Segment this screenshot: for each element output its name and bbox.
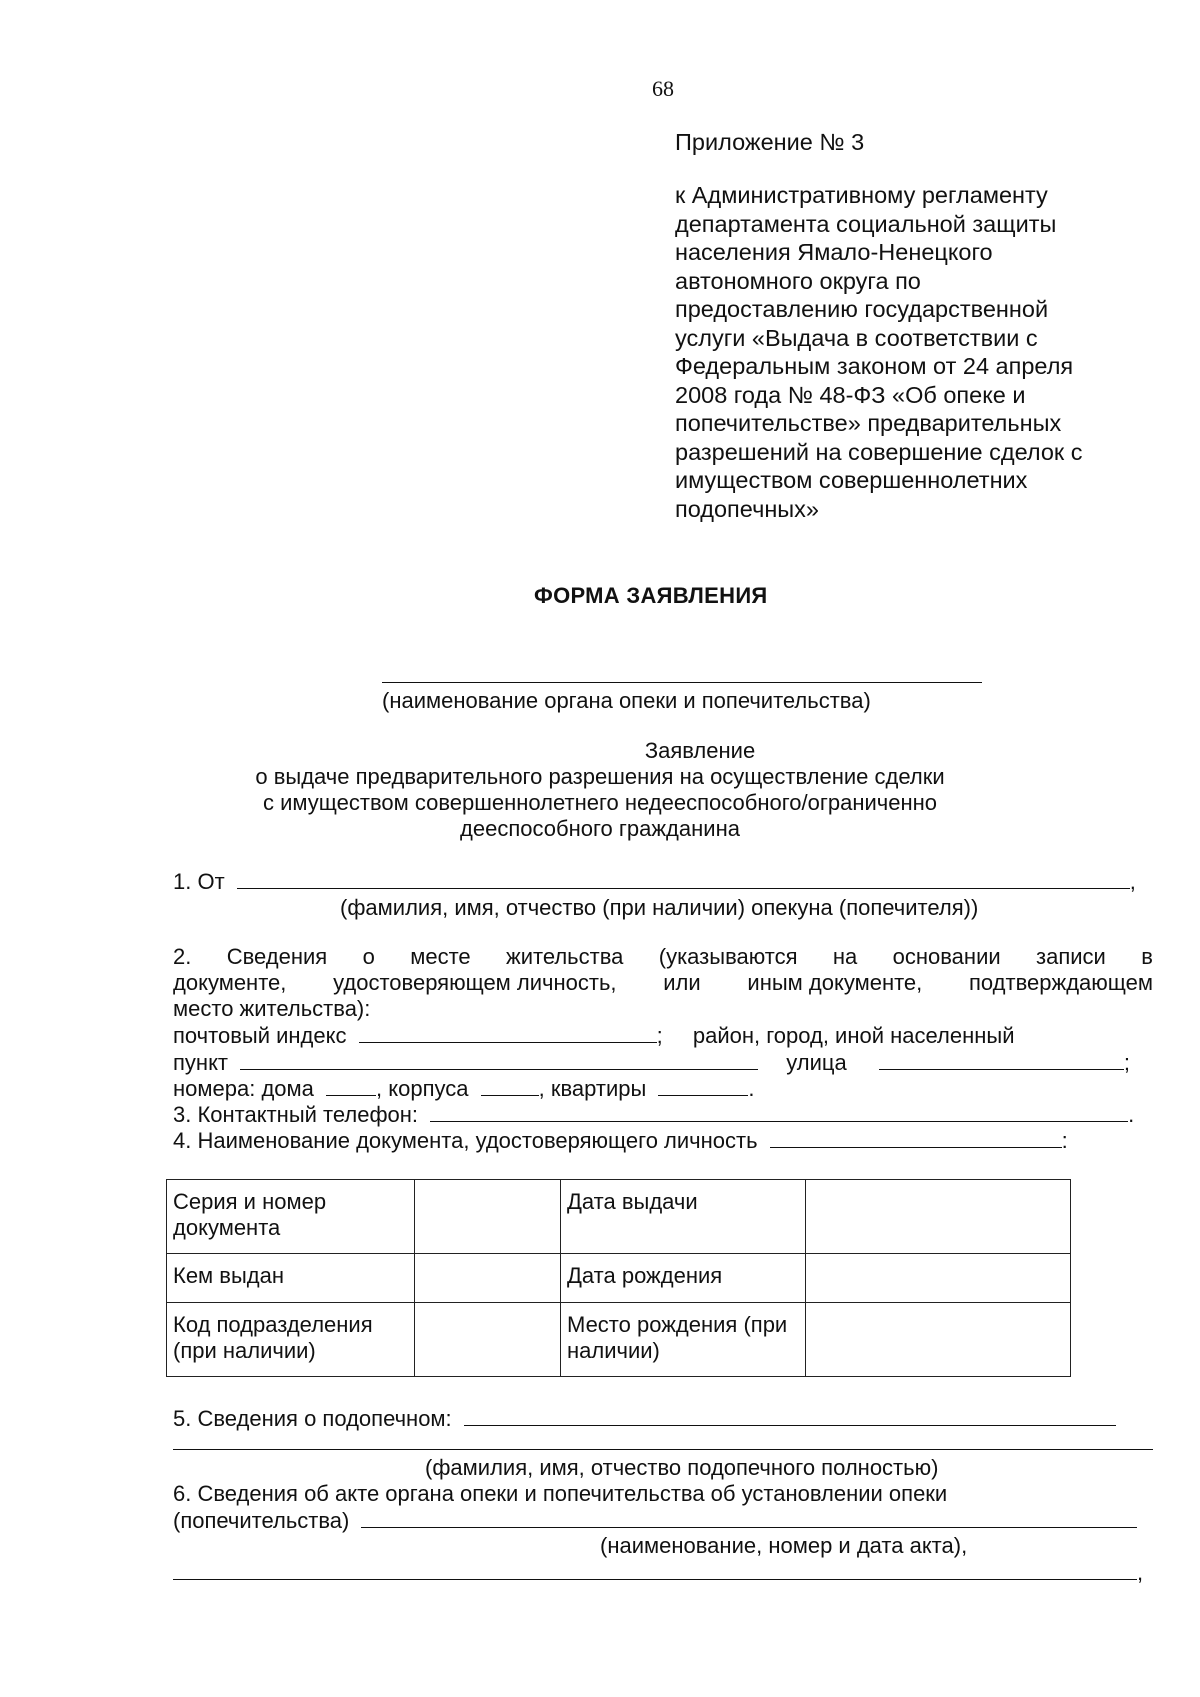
item2-word: подтверждающем bbox=[969, 970, 1153, 995]
appendix-line: к Административному регламенту bbox=[675, 182, 1048, 208]
item6-line2-label: (попечительства) bbox=[173, 1508, 350, 1533]
item1-caption: (фамилия, имя, отчество (при наличии) опекуна (попечителя)) bbox=[340, 895, 979, 920]
authority-name-field[interactable] bbox=[382, 682, 982, 683]
table-label-cell: Место рождения (при наличии) bbox=[561, 1303, 806, 1377]
item5-row bbox=[173, 1405, 1116, 1432]
locality-field[interactable] bbox=[240, 1049, 758, 1070]
birth-date-cell[interactable] bbox=[806, 1254, 1071, 1303]
division-code-cell[interactable] bbox=[415, 1303, 561, 1377]
appendix-line: 2008 года № 48-ФЗ «Об опеке и bbox=[675, 381, 1026, 408]
item6-row bbox=[173, 1507, 1137, 1534]
form-title: ФОРМА ЗАЯВЛЕНИЯ bbox=[534, 583, 768, 608]
item2-word: записи bbox=[1036, 944, 1106, 969]
item4-row bbox=[173, 1127, 1068, 1154]
appendix-text bbox=[675, 181, 1082, 523]
postal-label: почтовый индекс bbox=[173, 1023, 347, 1048]
act-info-field[interactable] bbox=[361, 1507, 1137, 1528]
statement-line: с имуществом совершеннолетнего недееспособного/ограниченно bbox=[263, 790, 937, 815]
table-row bbox=[167, 1180, 1071, 1254]
act-end: , bbox=[1137, 1560, 1144, 1585]
item1-row bbox=[173, 868, 1136, 895]
item2-word: основании bbox=[892, 944, 1001, 969]
ward-caption: (фамилия, имя, отчество подопечного полностью) bbox=[425, 1455, 939, 1480]
apartment-number-field[interactable] bbox=[658, 1075, 748, 1096]
act-caption: (наименование, номер и дата акта), bbox=[600, 1533, 968, 1558]
phone-end: . bbox=[1128, 1102, 1135, 1127]
ward-label: 5. Сведения о подопечном: bbox=[173, 1406, 452, 1431]
locality-row bbox=[173, 1049, 1130, 1076]
building-label: , корпуса bbox=[376, 1076, 469, 1101]
series-number-cell[interactable] bbox=[415, 1180, 561, 1254]
table-row bbox=[167, 1303, 1071, 1377]
item2-word: на bbox=[832, 944, 858, 969]
appendix-line: предоставлению государственной bbox=[675, 296, 1049, 322]
item1-label: 1. От bbox=[173, 869, 225, 894]
id-doc-end: : bbox=[1061, 1128, 1068, 1153]
postal-end: ; bbox=[656, 1023, 663, 1048]
item2-word: в bbox=[1141, 944, 1153, 969]
issue-date-cell[interactable] bbox=[806, 1180, 1071, 1254]
appendix-line: имуществом совершеннолетних bbox=[675, 467, 1028, 493]
appendix-line: услуги «Выдача в соответствии с bbox=[675, 324, 1038, 351]
phone-field[interactable] bbox=[430, 1101, 1128, 1122]
item2-word: удостоверяющем личность, bbox=[333, 970, 617, 995]
item6-line1: 6. Сведения об акте органа опеки и попечительства об установлении опеки bbox=[173, 1481, 948, 1506]
item3-row bbox=[173, 1101, 1134, 1128]
appendix-title: Приложение № 3 bbox=[675, 129, 865, 155]
appendix-line: населения Ямало-Ненецкого bbox=[675, 239, 993, 265]
statement-heading: Заявление bbox=[644, 738, 756, 763]
item1-end: , bbox=[1129, 869, 1136, 894]
phone-label: 3. Контактный телефон: bbox=[173, 1102, 419, 1127]
item2-line1 bbox=[173, 944, 1153, 970]
item2-word: о bbox=[362, 944, 375, 969]
issued-by-cell[interactable] bbox=[415, 1254, 561, 1303]
apartment-label: , квартиры bbox=[538, 1076, 647, 1101]
id-document-table bbox=[166, 1179, 1071, 1377]
item2-word: (указываются bbox=[658, 944, 798, 969]
item2-word: жительства bbox=[506, 944, 624, 969]
guardian-name-field[interactable] bbox=[237, 868, 1130, 889]
item2-word: месте bbox=[410, 944, 471, 969]
item2-word: или bbox=[663, 970, 701, 995]
postal-row bbox=[173, 1022, 1015, 1049]
house-number-field[interactable] bbox=[326, 1075, 376, 1096]
act-continuation-field[interactable] bbox=[173, 1559, 1137, 1580]
birth-place-cell[interactable] bbox=[806, 1303, 1071, 1377]
table-label-cell: Дата выдачи bbox=[561, 1180, 806, 1254]
id-doc-label: 4. Наименование документа, удостоверяющего личность bbox=[173, 1128, 758, 1153]
id-doc-name-field[interactable] bbox=[770, 1127, 1062, 1148]
street-end: ; bbox=[1123, 1050, 1130, 1075]
appendix-line: департамента социальной защиты bbox=[675, 210, 1057, 237]
statement-line: о выдаче предварительного разрешения на осуществление сделки bbox=[255, 764, 945, 789]
table-row bbox=[167, 1254, 1071, 1303]
ward-info-field[interactable] bbox=[464, 1405, 1116, 1426]
appendix-line: разрешений на совершение сделок с bbox=[675, 438, 1083, 465]
authority-caption: (наименование органа опеки и попечительства) bbox=[382, 688, 871, 713]
apartment-end: . bbox=[748, 1076, 755, 1101]
address-numbers-row bbox=[173, 1075, 755, 1102]
statement-line: дееспособного гражданина bbox=[460, 816, 740, 841]
item2-word: иным документе, bbox=[747, 970, 923, 995]
page-number: 68 bbox=[652, 76, 674, 101]
street-field[interactable] bbox=[879, 1049, 1124, 1070]
table-label-cell: Кем выдан bbox=[167, 1254, 415, 1303]
item2-line2 bbox=[173, 970, 1153, 996]
appendix-line: Федеральным законом от 24 апреля bbox=[675, 353, 1074, 379]
item2-line3: место жительства): bbox=[173, 996, 371, 1021]
act-continuation-row bbox=[173, 1559, 1143, 1586]
table-label-cell: Серия и номер документа bbox=[167, 1180, 415, 1254]
item2-word: документе, bbox=[173, 970, 287, 995]
punkt-label: пункт bbox=[173, 1050, 229, 1075]
building-number-field[interactable] bbox=[481, 1075, 539, 1096]
street-label: улица bbox=[786, 1050, 847, 1075]
appendix-line: попечительстве» предварительных bbox=[675, 410, 1062, 436]
house-label: номера: дома bbox=[173, 1076, 314, 1101]
district-text: район, город, иной населенный bbox=[692, 1023, 1015, 1048]
appendix-line: автономного округа по bbox=[675, 267, 921, 294]
appendix-line: подопечных» bbox=[675, 495, 820, 522]
table-label-cell: Код подразделения (при наличии) bbox=[167, 1303, 415, 1377]
table-label-cell: Дата рождения bbox=[561, 1254, 806, 1303]
item2-word: Сведения bbox=[226, 944, 328, 969]
postal-code-field[interactable] bbox=[359, 1022, 657, 1043]
item2-word: 2. bbox=[173, 944, 192, 969]
ward-name-field[interactable] bbox=[173, 1449, 1153, 1450]
